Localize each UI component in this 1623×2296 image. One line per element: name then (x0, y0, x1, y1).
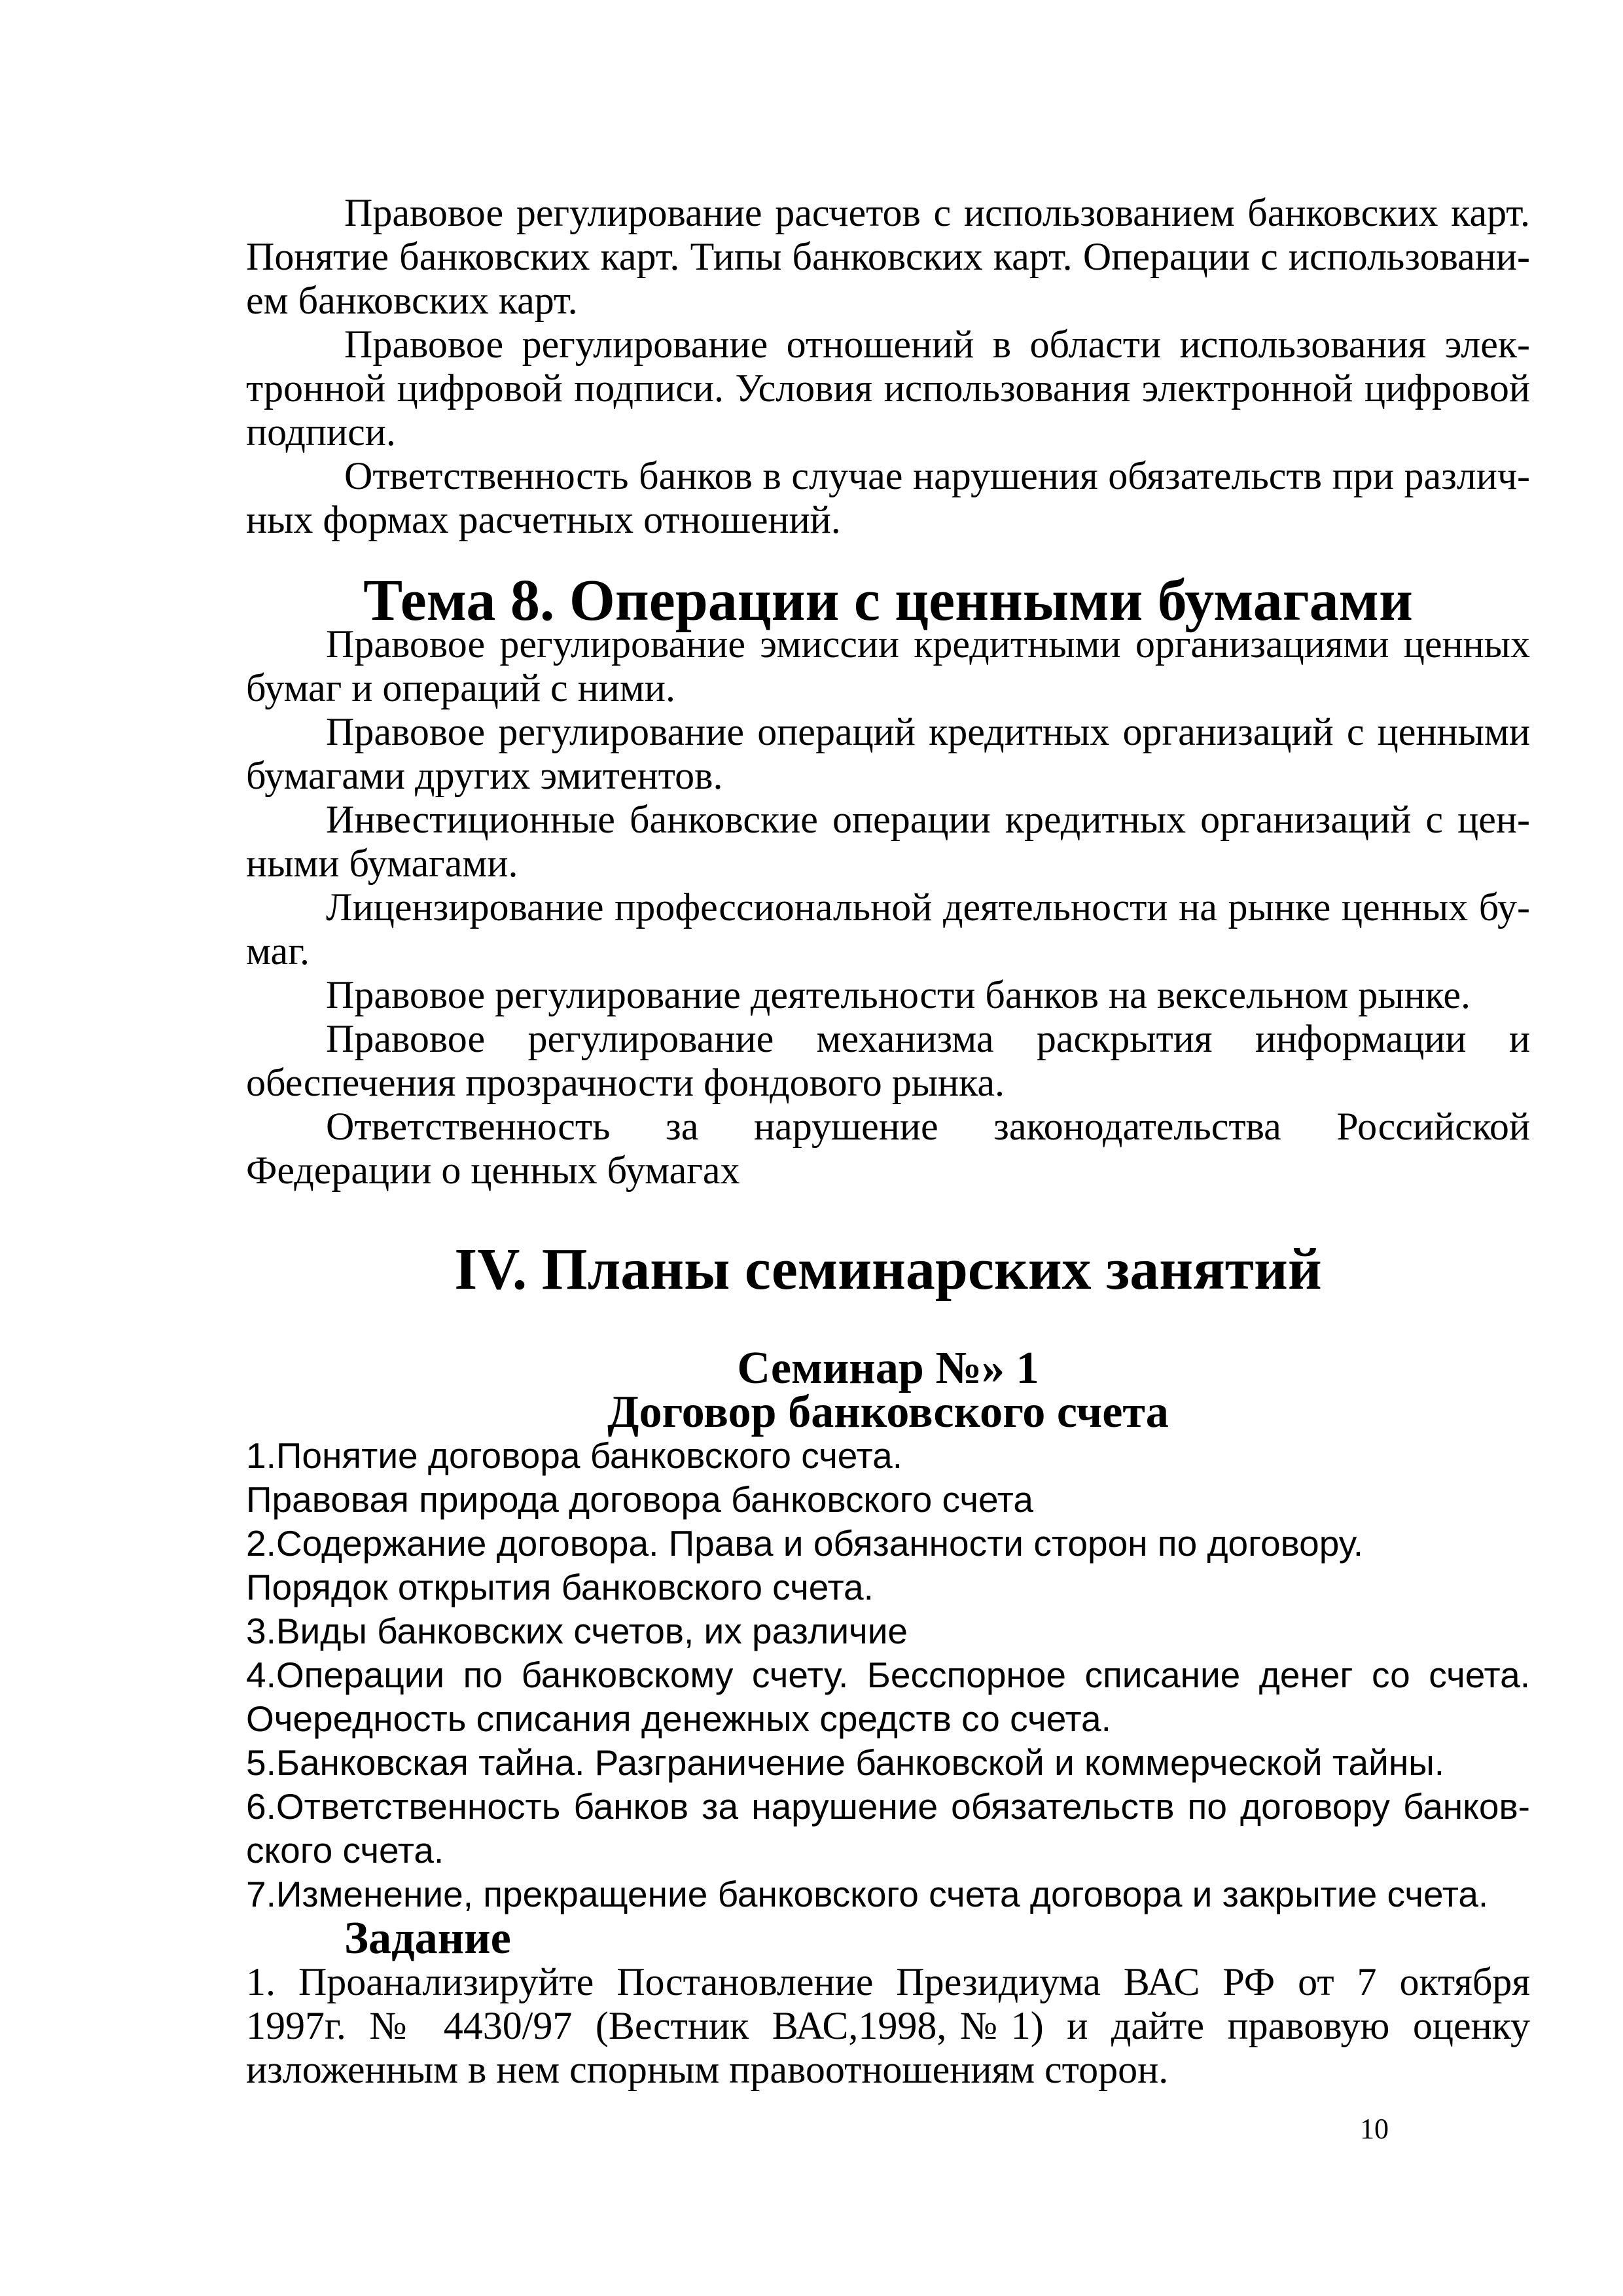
topic-paragraph: Правовое регулирование операций кредитных организаций с ценными бумагами других эмитентов. (246, 710, 1530, 797)
seminar-item: 1.Понятие договора банковского счета. (246, 1435, 902, 1476)
seminar-item: Правовая природа договора банковского счета (246, 1479, 1033, 1520)
seminar-item: 4.Операции по банковскому счету. Бесспорное списание денег со счета. Очередность списания денежных средств со счета. (246, 1655, 1530, 1739)
seminar-item: 3.Виды банковских счетов, их различие (246, 1611, 908, 1651)
task-heading: Задание (344, 1912, 511, 1964)
seminar-item: 5.Банковская тайна. Разграничение банковской и коммерческой тайны. (246, 1742, 1445, 1783)
seminar-subject-heading: Договор банковского счета (607, 1386, 1169, 1437)
topic-paragraph: Правовое регулирование деятельности банков на вексельном рынке. (326, 973, 1471, 1016)
page-content (246, 191, 1530, 2092)
seminar-number-heading: Семинар №» 1 (737, 1342, 1039, 1393)
task-text: 1. Проанализируйте Постановление Президиума ВАС РФ от 7 октября 1997г. № 4430/97 (Вестник ВАС,1998,№1) и дайте правовую оценку изложенным в нем спорным правоотношениям сторон. (246, 1960, 1530, 2091)
topic-paragraph: Правовое регулирование эмиссии кредитными организациями ценных бумаг и операций с ними. (246, 622, 1530, 709)
topic-paragraph: Лицензирование профессиональной деятельности на рынке ценных бумаг. (246, 886, 1530, 973)
seminar-item: 6.Ответственность банков за нарушение обязательств по договору банковского счета. (246, 1786, 1530, 1871)
seminar-item: Порядок открытия банковского счета. (246, 1567, 874, 1607)
topic-paragraph: Инвестиционные банковские операции кредитных организаций с ценными бумагами. (246, 798, 1530, 885)
section-4-heading: IV. Планы семинарских занятий (454, 1237, 1322, 1302)
intro-paragraph: Ответственность банков в случае нарушения обязательств при различных формах расчетных отношений. (246, 454, 1530, 541)
seminar-item: 7.Изменение, прекращение банковского счета договора и закрытие счета. (246, 1874, 1489, 1914)
topic-paragraph: Правовое регулирование механизма раскрытия информации и обеспечения прозрачности фондового рынка. (246, 1017, 1530, 1104)
topic-8-heading: Тема 8. Операции с ценными бумагами (363, 568, 1413, 633)
intro-paragraph: Правовое регулирование расчетов с использованием банковских карт. Понятие банковских карт. Типы банковских карт. Операции с использованием банковских карт. (246, 191, 1530, 322)
page-number: 10 (1360, 2113, 1389, 2145)
intro-paragraph: Правовое регулирование отношений в области использования электронной цифровой подписи. Условия использования электронной цифровой подписи. (246, 323, 1530, 454)
topic-paragraph: Ответственность за нарушение законодательства Российской Федерации о ценных бумагах (246, 1105, 1530, 1192)
seminar-item: 2.Содержание договора. Права и обязанности сторон по договору. (246, 1523, 1364, 1564)
